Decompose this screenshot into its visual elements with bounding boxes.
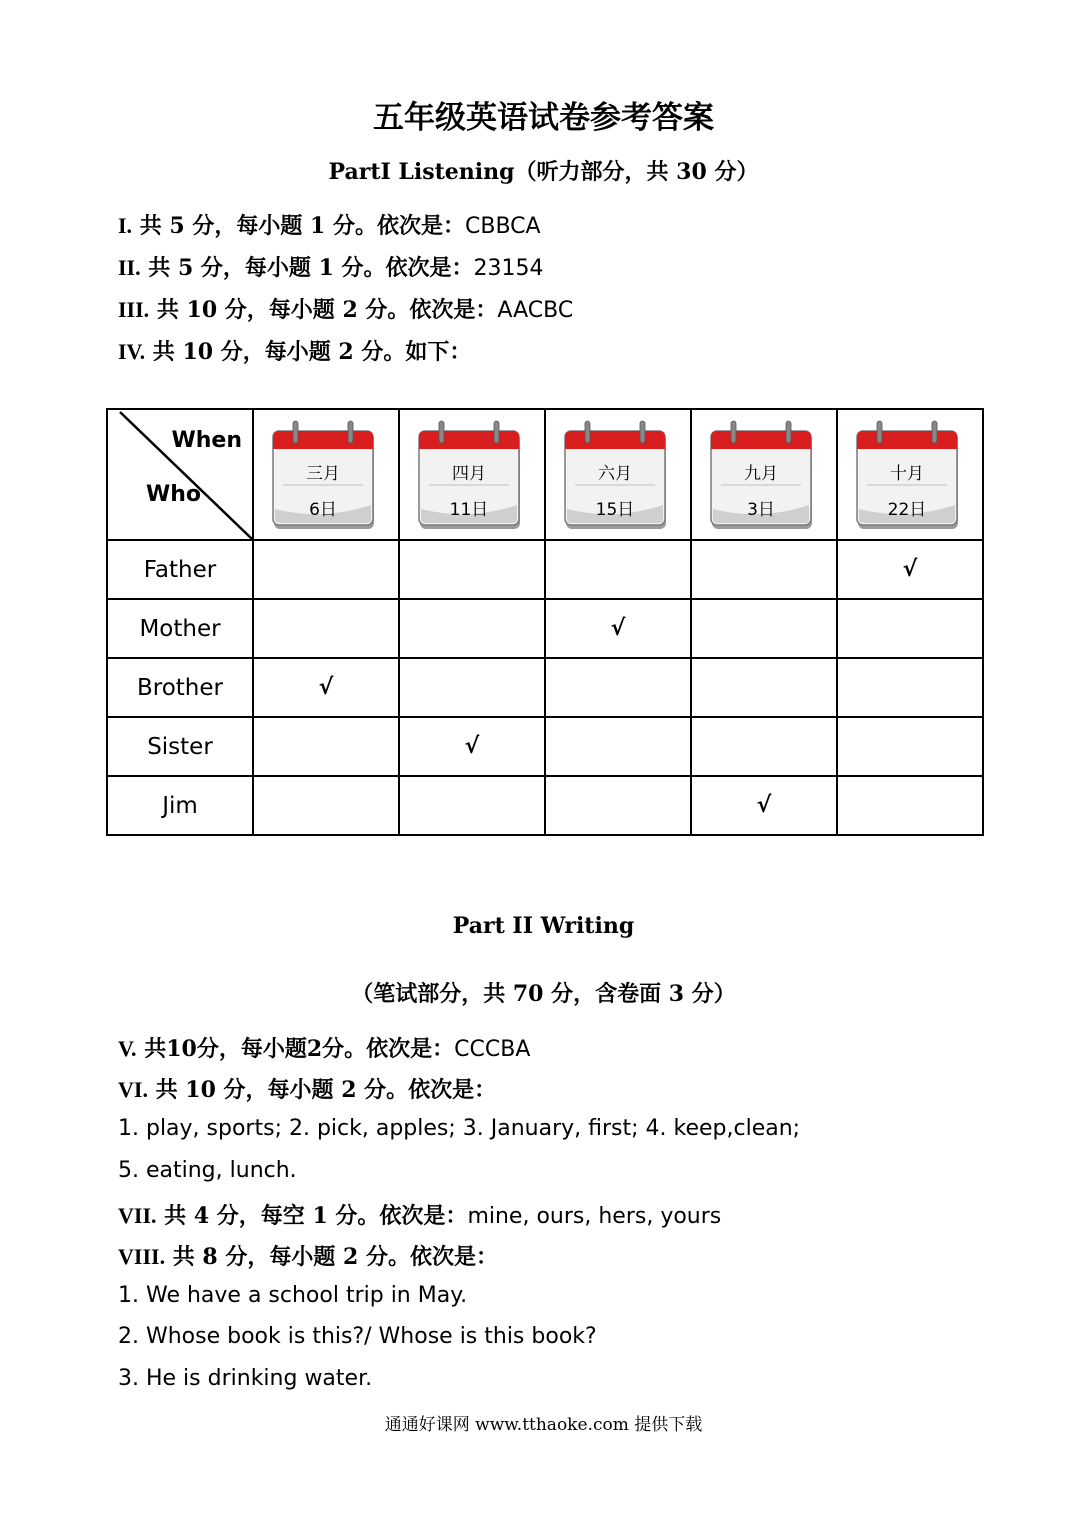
answer-text: 1. play, sports; 2. pick, apples; 3. January, first; 4. keep,clean; — [118, 1116, 801, 1141]
table-cell — [837, 658, 983, 717]
table-cell — [837, 540, 983, 599]
table-cell — [545, 540, 691, 599]
page-title: 五年级英语试卷参考答案 — [373, 100, 714, 136]
part2-heading: Part II Writing — [452, 913, 635, 939]
part2-line — [118, 1324, 597, 1349]
question-desc: 共 10 分，每小题 2 分。依次是： — [147, 1077, 497, 1103]
part2-line — [118, 1073, 496, 1104]
table-row — [107, 717, 983, 776]
calendar-icon — [417, 419, 527, 531]
calendar-day: 11日 — [449, 499, 489, 520]
table-cell — [399, 717, 545, 776]
corner-who-label: Who — [146, 482, 202, 507]
row-label: Mother — [107, 599, 253, 658]
table-cell — [691, 776, 837, 835]
row-label: Jim — [107, 776, 253, 835]
answer-text: CCCBA — [454, 1037, 531, 1062]
question-number: I. — [118, 213, 133, 238]
table-cell — [399, 540, 545, 599]
table-cell — [691, 658, 837, 717]
part2-line — [118, 1240, 498, 1271]
question-number: IV. — [118, 339, 146, 364]
footer: 通通好课网 www.tthaoke.com 提供下载 — [384, 1415, 703, 1435]
question-desc: 共 4 分，每空 1 分。依次是： — [156, 1203, 468, 1229]
table-cell — [837, 599, 983, 658]
table-cell — [253, 540, 399, 599]
calendar-icon — [709, 419, 819, 531]
question-desc: 共 5 分，每小题 1 分。依次是： — [140, 255, 474, 281]
calendar-month: 十月 — [890, 463, 924, 484]
part1-heading: PartⅠ Listening（听力部分，共 30 分） — [328, 159, 759, 185]
question-desc: 共10分，每小题2分。依次是： — [136, 1036, 455, 1062]
table-cell — [399, 599, 545, 658]
question-number: II. — [118, 255, 141, 280]
calendar-cell — [691, 409, 837, 540]
answer-text: 23154 — [473, 256, 544, 281]
check-mark: √ — [464, 734, 480, 759]
table-cell — [837, 717, 983, 776]
table-row — [107, 599, 983, 658]
question-number: VI. — [118, 1077, 148, 1102]
check-mark: √ — [318, 675, 334, 700]
question-desc: 共 5 分，每小题 1 分。依次是： — [132, 213, 465, 239]
table-cell — [837, 776, 983, 835]
row-label: Brother — [107, 658, 253, 717]
part1-line — [118, 335, 471, 366]
calendar-icon — [563, 419, 673, 531]
part1-line — [118, 251, 544, 282]
table-cell — [691, 599, 837, 658]
answer-text: mine, ours, hers, yours — [467, 1204, 722, 1229]
table-cell — [253, 599, 399, 658]
table-cell — [253, 717, 399, 776]
calendar-day: 15日 — [595, 499, 635, 520]
calendar-month: 九月 — [744, 463, 778, 484]
question-number: VIII. — [118, 1244, 166, 1269]
question-desc: 共 10 分，每小题 2 分。如下： — [145, 339, 472, 365]
answer-text: 3. He is drinking water. — [118, 1366, 373, 1391]
table-header-row — [107, 409, 983, 540]
calendar-month: 三月 — [306, 463, 340, 484]
calendar-cell — [253, 409, 399, 540]
calendar-day: 6日 — [309, 499, 337, 520]
calendar-month: 六月 — [598, 463, 632, 484]
table-row — [107, 776, 983, 835]
calendar-month: 四月 — [452, 463, 486, 484]
table-cell — [545, 599, 691, 658]
question-desc: 共 8 分，每小题 2 分。依次是： — [165, 1244, 498, 1270]
table-cell — [545, 776, 691, 835]
table-cell — [399, 658, 545, 717]
question-number: VII. — [118, 1203, 157, 1228]
calendar-day: 3日 — [747, 499, 775, 520]
part2-subheading: （笔试部分，共 70 分，含卷面 3 分） — [351, 981, 736, 1007]
table-row — [107, 540, 983, 599]
table-row — [107, 658, 983, 717]
check-mark: √ — [756, 793, 772, 818]
corner-cell — [107, 409, 253, 540]
part2-line — [118, 1116, 800, 1141]
row-label: Sister — [107, 717, 253, 776]
calendar-cell — [837, 409, 983, 540]
row-label: Father — [107, 540, 253, 599]
part2-line — [118, 1032, 530, 1063]
part2-line — [118, 1158, 297, 1183]
part2-line — [118, 1283, 467, 1308]
table-cell — [545, 717, 691, 776]
corner-when-label: When — [171, 428, 242, 453]
answer-text: CBBCA — [464, 214, 541, 239]
answer-text: 1. We have a school trip in May. — [118, 1283, 468, 1308]
part1-line — [118, 209, 541, 240]
calendar-cell — [545, 409, 691, 540]
answer-table — [106, 408, 984, 836]
check-mark: √ — [902, 557, 918, 582]
answer-text: AACBC — [497, 298, 574, 323]
table-cell — [253, 658, 399, 717]
question-desc: 共 10 分，每小题 2 分。依次是： — [149, 297, 498, 323]
question-number: III. — [118, 297, 150, 322]
calendar-icon — [855, 419, 965, 531]
table-cell — [399, 776, 545, 835]
part2-line — [118, 1199, 721, 1230]
table-cell — [253, 776, 399, 835]
part1-line — [118, 293, 573, 324]
table-cell — [545, 658, 691, 717]
check-mark: √ — [610, 616, 626, 641]
part2-line — [118, 1366, 372, 1391]
table-cell — [691, 540, 837, 599]
calendar-day: 22日 — [887, 499, 927, 520]
answer-text: 5. eating, lunch. — [118, 1158, 297, 1183]
calendar-icon — [271, 419, 381, 531]
calendar-cell — [399, 409, 545, 540]
table-cell — [691, 717, 837, 776]
answer-text: 2. Whose book is this?/ Whose is this book? — [118, 1324, 597, 1349]
question-number: V. — [118, 1036, 137, 1061]
